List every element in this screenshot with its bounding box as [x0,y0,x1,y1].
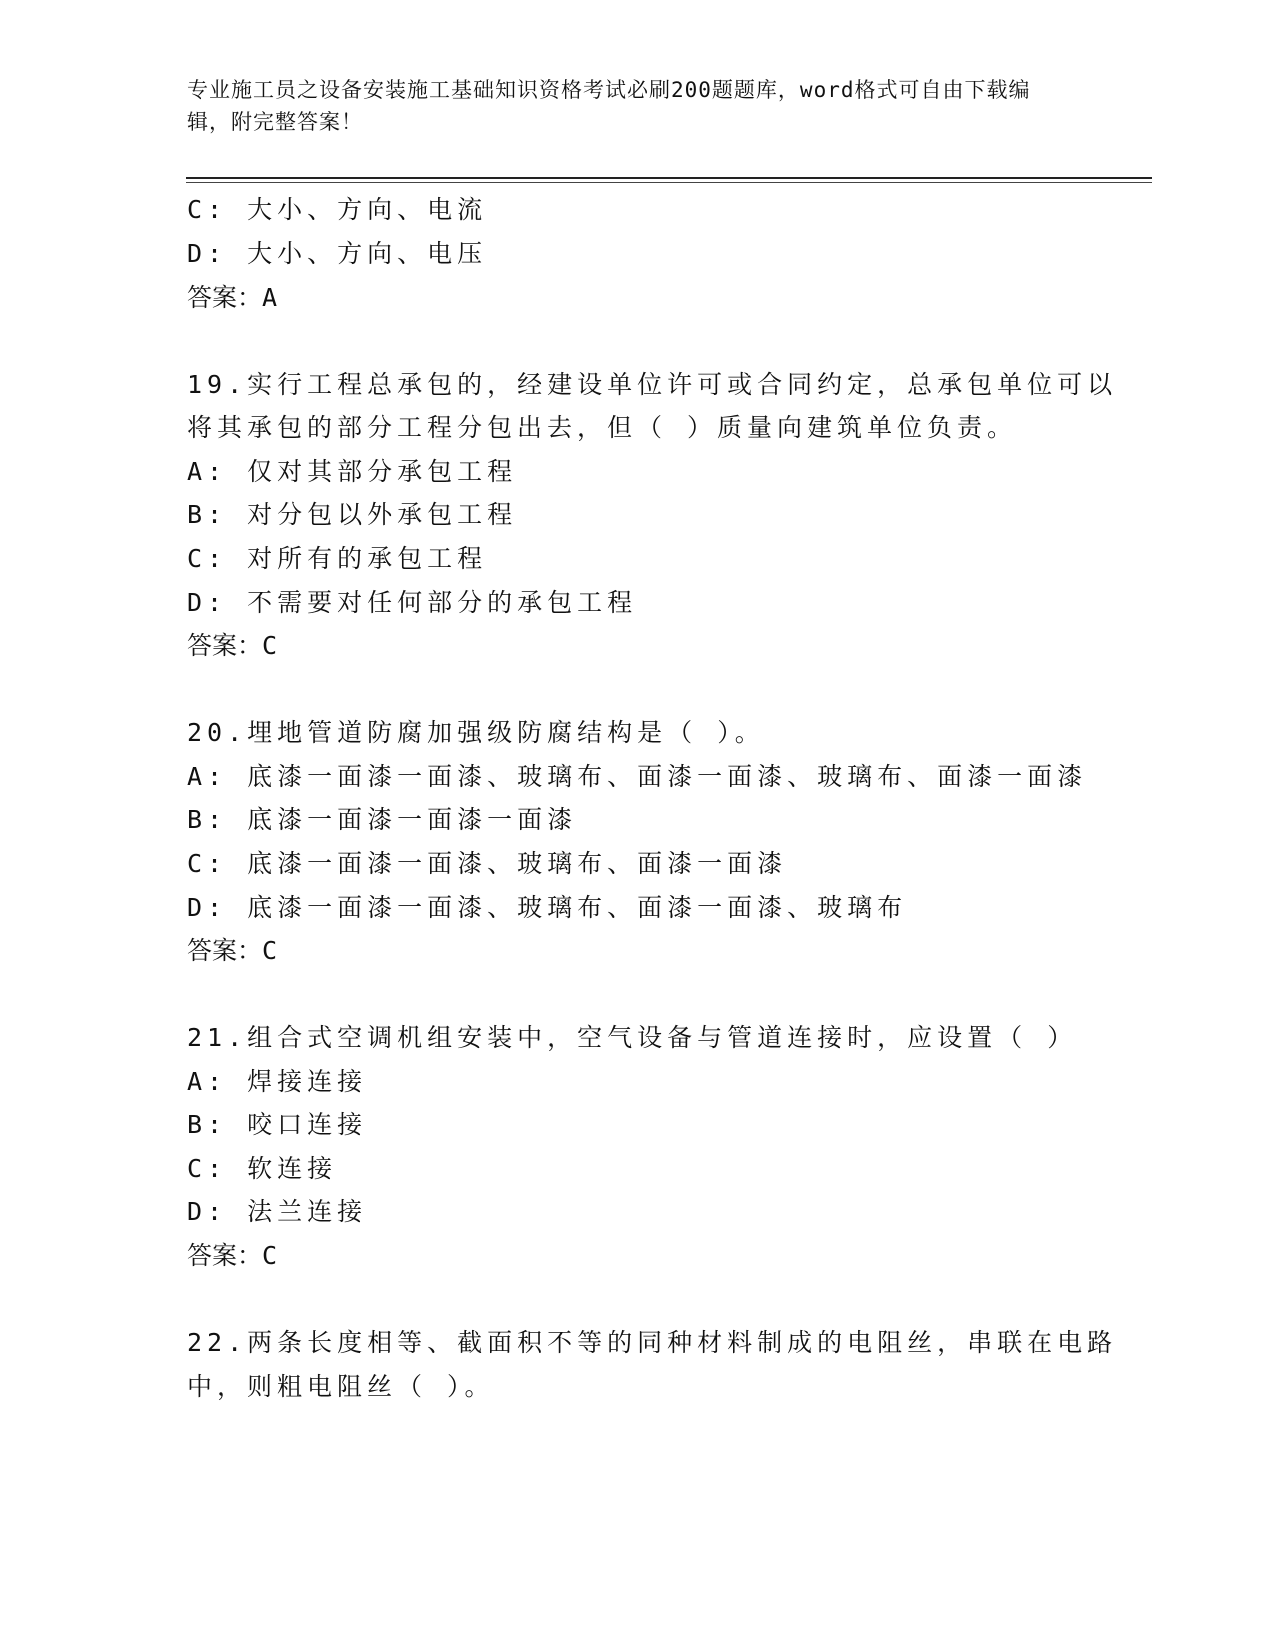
q19-option-c: C: 对所有的承包工程 [187,544,488,573]
q18-option-c: C: 大小、方向、电流 [187,195,488,224]
answer-label: 答案： [187,936,263,965]
q19-stem-line-1: 19.实行工程总承包的，经建设单位许可或合同约定，总承包单位可以 [187,370,1118,399]
answer-value: C [262,936,278,965]
q19-option-d: D: 不需要对任何部分的承包工程 [187,588,638,617]
header-divider-thick [186,177,1152,179]
document-header: 专业施工员之设备安装施工基础知识资格考试必刷200题题库，word格式可自由下载编辑，附完整答案！ [187,78,1031,134]
q20-option-a: A: 底漆一面漆一面漆、玻璃布、面漆一面漆、玻璃布、面漆一面漆 [187,762,1088,791]
q18-option-d: D: 大小、方向、电压 [187,239,488,268]
answer-value: A [262,283,278,312]
q20-option-d: D: 底漆一面漆一面漆、玻璃布、面漆一面漆、玻璃布 [187,893,908,922]
q20-answer [187,935,277,967]
q21-option-b: B: 咬口连接 [187,1110,368,1139]
answer-value: C [262,1241,278,1270]
q18-answer [187,282,277,314]
q20-option-b: B: 底漆一面漆一面漆一面漆 [187,805,578,834]
q21-option-a: A: 焊接连接 [187,1067,368,1096]
q21-option-d: D: 法兰连接 [187,1197,368,1226]
q21-answer [187,1240,277,1272]
answer-value: C [262,631,278,660]
q19-answer [187,630,277,662]
header-divider-thin [186,182,1152,183]
q19-option-b: B: 对分包以外承包工程 [187,500,518,529]
q22-stem-line-2: 中，则粗电阻丝（ ）。 [187,1372,495,1401]
q22-stem-line-1: 22.两条长度相等、截面积不等的同种材料制成的电阻丝，串联在电路 [187,1328,1118,1357]
q19-option-a: A: 仅对其部分承包工程 [187,457,518,486]
answer-label: 答案： [187,1241,263,1270]
answer-label: 答案： [187,283,263,312]
q20-stem-line-1: 20.埋地管道防腐加强级防腐结构是（ ）。 [187,718,765,747]
q20-option-c: C: 底漆一面漆一面漆、玻璃布、面漆一面漆 [187,849,788,878]
q19-stem-line-2: 将其承包的部分工程分包出去，但（ ）质量向建筑单位负责。 [187,413,1018,442]
answer-label: 答案： [187,631,263,660]
q21-option-c: C: 软连接 [187,1154,338,1183]
q21-stem-line-1: 21.组合式空调机组安装中，空气设备与管道连接时，应设置（ ） [187,1023,1078,1052]
